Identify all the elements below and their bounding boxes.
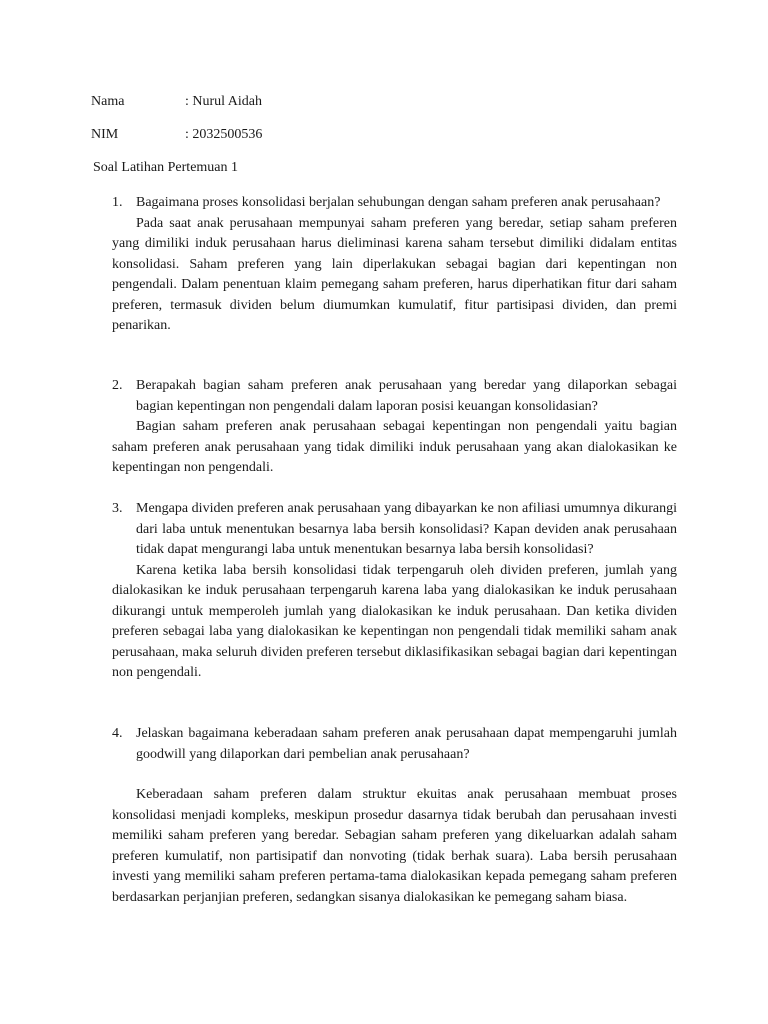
nim-row	[91, 125, 262, 145]
question-text: Bagaimana proses konsolidasi berjalan sehubungan dengan saham preferen anak perusahaan?	[136, 195, 661, 210]
question-number: 1.	[112, 195, 123, 210]
answer-text: Keberadaan saham preferen dalam struktur ekuitas anak perusahaan membuat proses konsolidasi menjadi kompleks, meskipun prosedur dasarnya tidak berubah dan perusahaan investi memiliki saham preferen yang beredar. Sebagian saham preferen yang dikeluarkan adalah saham preferen kumulatif, non partisipatif dan nonvoting (tidak berhak suara). Laba bersih perusahaan investi yang memiliki saham preferen pertama-tama dialokasikan kepada pemegang saham preferen berdasarkan perjanjian preferen, sedangkan sisanya dialokasikan ke pemegang saham biasa.	[112, 787, 677, 905]
nim-label: NIM	[91, 127, 119, 142]
answer-text: Pada saat anak perusahaan mempunyai saham preferen yang beredar, setiap saham preferen yang dimiliki induk perusahaan harus dieliminasi karena saham tersebut dimiliki didalam entitas konsolidasi. Saham preferen yang lain diperlakukan sebagai bagian dari kepentingan non pengendali. Dalam penentuan klaim pemegang saham preferen, harus diperhatikan fitur dari saham preferen, termasuk dividen belum diumumkan kumulatif, fitur partisipasi dividen, dan premi penarikan.	[112, 215, 677, 333]
document-title: Soal Latihan Pertemuan 1	[93, 160, 239, 175]
nim-value: : 2032500536	[185, 127, 263, 142]
question-text: Berapakah bagian saham preferen anak perusahaan yang beredar yang dilaporkan sebagai bagian kepentingan non pengendali dalam laporan posisi keuangan konsolidasian?	[136, 378, 677, 414]
question-number: 4.	[112, 726, 123, 741]
name-row	[91, 92, 262, 112]
question-number: 2.	[112, 378, 123, 393]
name-label: Nama	[91, 94, 125, 109]
name-value: : Nurul Aidah	[185, 94, 262, 109]
answer-text: Karena ketika laba bersih konsolidasi tidak terpengaruh oleh dividen preferen, jumlah yang dialokasikan ke induk perusahaan terpengaruh karena laba yang dialokasikan ke induk perusahaan dikurangi untuk memperoleh jumlah yang dialokasikan ke induk perusahaan. Dan ketika dividen preferen sebagai laba yang dialokasikan ke kepentingan non pengendali tidak memiliki saham anak perusahaan, maka seluruh dividen preferen tersebut diklasifikasikan sebagai bagian dari kepentingan non pengendali.	[112, 562, 677, 680]
question-item-1	[112, 193, 677, 337]
question-text: Mengapa dividen preferen anak perusahaan yang dibayarkan ke non afiliasi umumnya dikurangi dari laba untuk menentukan besarnya laba bersih konsolidasi? Kapan deviden anak perusahaan tidak dapat mengurangi laba untuk menentukan besarnya laba bersih konsolidasi?	[136, 501, 677, 557]
question-text: Jelaskan bagaimana keberadaan saham preferen anak perusahaan dapat mempengaruhi jumlah goodwill yang dilaporkan dari pembelian anak perusahaan?	[136, 726, 677, 762]
question-item-2	[112, 376, 677, 479]
answer-text: Bagian saham preferen anak perusahaan sebagai kepentingan non pengendali yaitu bagian saham preferen anak perusahaan yang tidak dimiliki induk perusahaan yang akan dialokasikan ke kepentingan non pengendali.	[112, 419, 677, 475]
question-item-4	[112, 724, 677, 908]
question-number: 3.	[112, 501, 123, 516]
question-item-3	[112, 499, 677, 684]
